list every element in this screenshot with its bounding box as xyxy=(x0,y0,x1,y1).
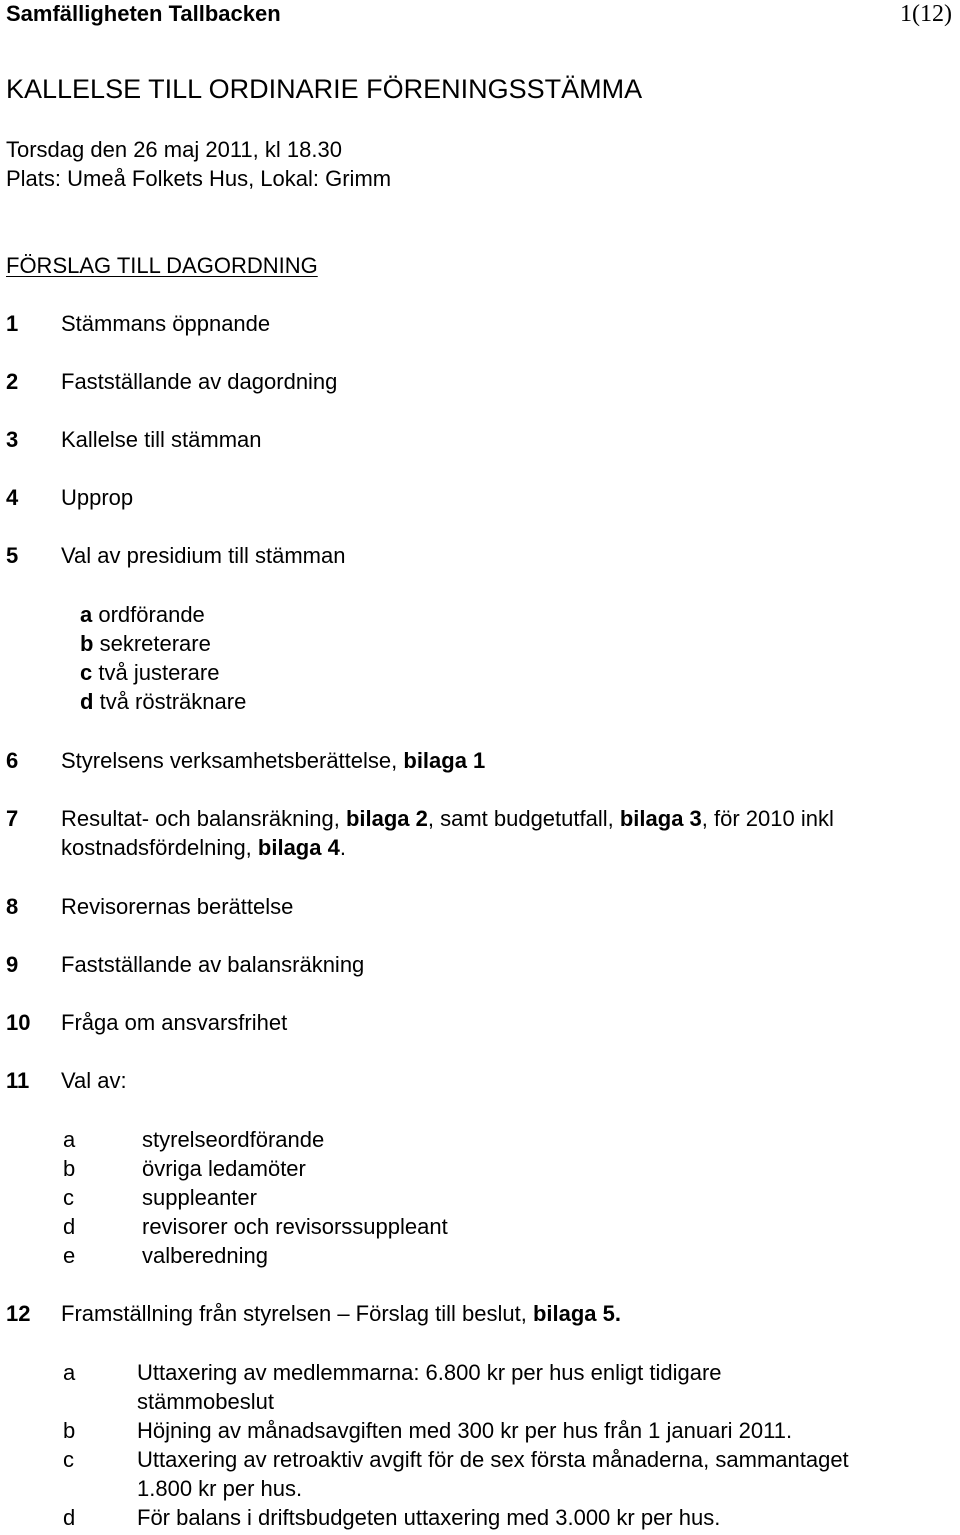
item-text-part: kostnadsfördelning, xyxy=(61,835,258,860)
agenda-item-text xyxy=(61,808,834,830)
sub-item-letter: b xyxy=(63,1156,76,1181)
sub-item-text: Uttaxering av medlemmarna: 6.800 kr per hus enligt tidigare xyxy=(137,1360,722,1385)
agenda-item-number: 6 xyxy=(6,748,19,773)
attachment-ref: bilaga 1 xyxy=(403,748,486,773)
sub-item xyxy=(80,691,246,713)
agenda-item-text: Upprop xyxy=(61,485,134,510)
agenda-item-text: Fastställande av balansräkning xyxy=(61,952,365,977)
agenda-item-text: Val av: xyxy=(61,1068,127,1093)
page-title: KALLELSE TILL ORDINARIE FÖRENINGSSTÄMMA xyxy=(6,74,643,104)
sub-item-letter: b xyxy=(80,631,94,656)
sub-item xyxy=(80,604,205,626)
meeting-date: Torsdag den 26 maj 2011, kl 18.30 xyxy=(6,137,342,162)
organization-name: Samfälligheten Tallbacken xyxy=(6,1,281,26)
agenda-item-text: Stämmans öppnande xyxy=(61,311,271,336)
meeting-place: Plats: Umeå Folkets Hus, Lokal: Grimm xyxy=(6,166,392,191)
sub-item-text: två justerare xyxy=(98,660,220,685)
sub-item-letter: d xyxy=(63,1214,76,1239)
sub-item-letter: a xyxy=(80,602,93,627)
agenda-item-number: 3 xyxy=(6,427,19,452)
agenda-item-number: 4 xyxy=(6,485,19,510)
item-text-part: , samt budgetutfall, xyxy=(427,806,620,831)
sub-item-letter: c xyxy=(80,660,93,685)
agenda-heading: FÖRSLAG TILL DAGORDNING xyxy=(6,253,318,278)
attachment-ref: bilaga 5. xyxy=(532,1301,622,1326)
item-text-part: Resultat- och balansräkning, xyxy=(61,806,346,831)
sub-item-letter: e xyxy=(63,1243,76,1268)
agenda-item-text-continued xyxy=(61,837,346,859)
sub-item-text-continued: stämmobeslut xyxy=(137,1389,274,1414)
item-text-part: . xyxy=(339,835,346,860)
agenda-item-number: 5 xyxy=(6,543,19,568)
agenda-item-number: 11 xyxy=(6,1068,30,1093)
sub-item-text: övriga ledamöter xyxy=(142,1156,306,1181)
sub-item-letter: d xyxy=(80,689,94,714)
agenda-item-text: Fastställande av dagordning xyxy=(61,369,338,394)
agenda-item-number: 1 xyxy=(6,311,19,336)
sub-item-text: suppleanter xyxy=(142,1185,257,1210)
sub-item-letter: a xyxy=(63,1127,76,1152)
sub-item xyxy=(80,662,219,684)
agenda-item-text: Revisorernas berättelse xyxy=(61,894,294,919)
attachment-ref: bilaga 3 xyxy=(619,806,702,831)
agenda-item-number: 10 xyxy=(6,1010,31,1035)
agenda-item-text xyxy=(61,1303,621,1325)
sub-item-text: sekreterare xyxy=(99,631,211,656)
sub-item-text: För balans i driftsbudgeten uttaxering med 3.000 kr per hus. xyxy=(137,1505,721,1530)
sub-item-letter: b xyxy=(63,1418,76,1443)
agenda-item-number: 2 xyxy=(6,369,19,394)
sub-item-letter: c xyxy=(63,1185,74,1210)
sub-item-letter: a xyxy=(63,1360,76,1385)
agenda-item-number: 8 xyxy=(6,894,19,919)
agenda-item-number: 7 xyxy=(6,806,19,831)
agenda-item-text xyxy=(61,750,485,772)
attachment-ref: bilaga 2 xyxy=(345,806,428,831)
item-text-part: Styrelsens verksamhetsberättelse, xyxy=(61,748,404,773)
sub-item-text: ordförande xyxy=(98,602,205,627)
item-text-part: , för 2010 inkl xyxy=(701,806,834,831)
sub-item-text: styrelseordförande xyxy=(142,1127,325,1152)
sub-item-text: valberedning xyxy=(142,1243,268,1268)
sub-item-text-continued: 1.800 kr per hus. xyxy=(137,1476,303,1501)
sub-item-text: revisorer och revisorssuppleant xyxy=(142,1214,448,1239)
sub-item xyxy=(80,633,211,655)
page-number: 1(12) xyxy=(900,1,952,27)
agenda-item-text: Kallelse till stämman xyxy=(61,427,262,452)
attachment-ref: bilaga 4 xyxy=(257,835,340,860)
sub-item-letter: d xyxy=(63,1505,76,1530)
agenda-item-text: Val av presidium till stämman xyxy=(61,543,346,568)
item-text-part: Framställning från styrelsen – Förslag till beslut, xyxy=(61,1301,533,1326)
sub-item-text: två rösträknare xyxy=(99,689,247,714)
sub-item-letter: c xyxy=(63,1447,74,1472)
sub-item-text: Höjning av månadsavgiften med 300 kr per hus från 1 januari 2011. xyxy=(137,1418,793,1443)
sub-item-text: Uttaxering av retroaktiv avgift för de sex första månaderna, sammantaget xyxy=(137,1447,849,1472)
agenda-item-text: Fråga om ansvarsfrihet xyxy=(61,1010,288,1035)
agenda-item-number: 12 xyxy=(6,1301,31,1326)
agenda-item-number: 9 xyxy=(6,952,19,977)
